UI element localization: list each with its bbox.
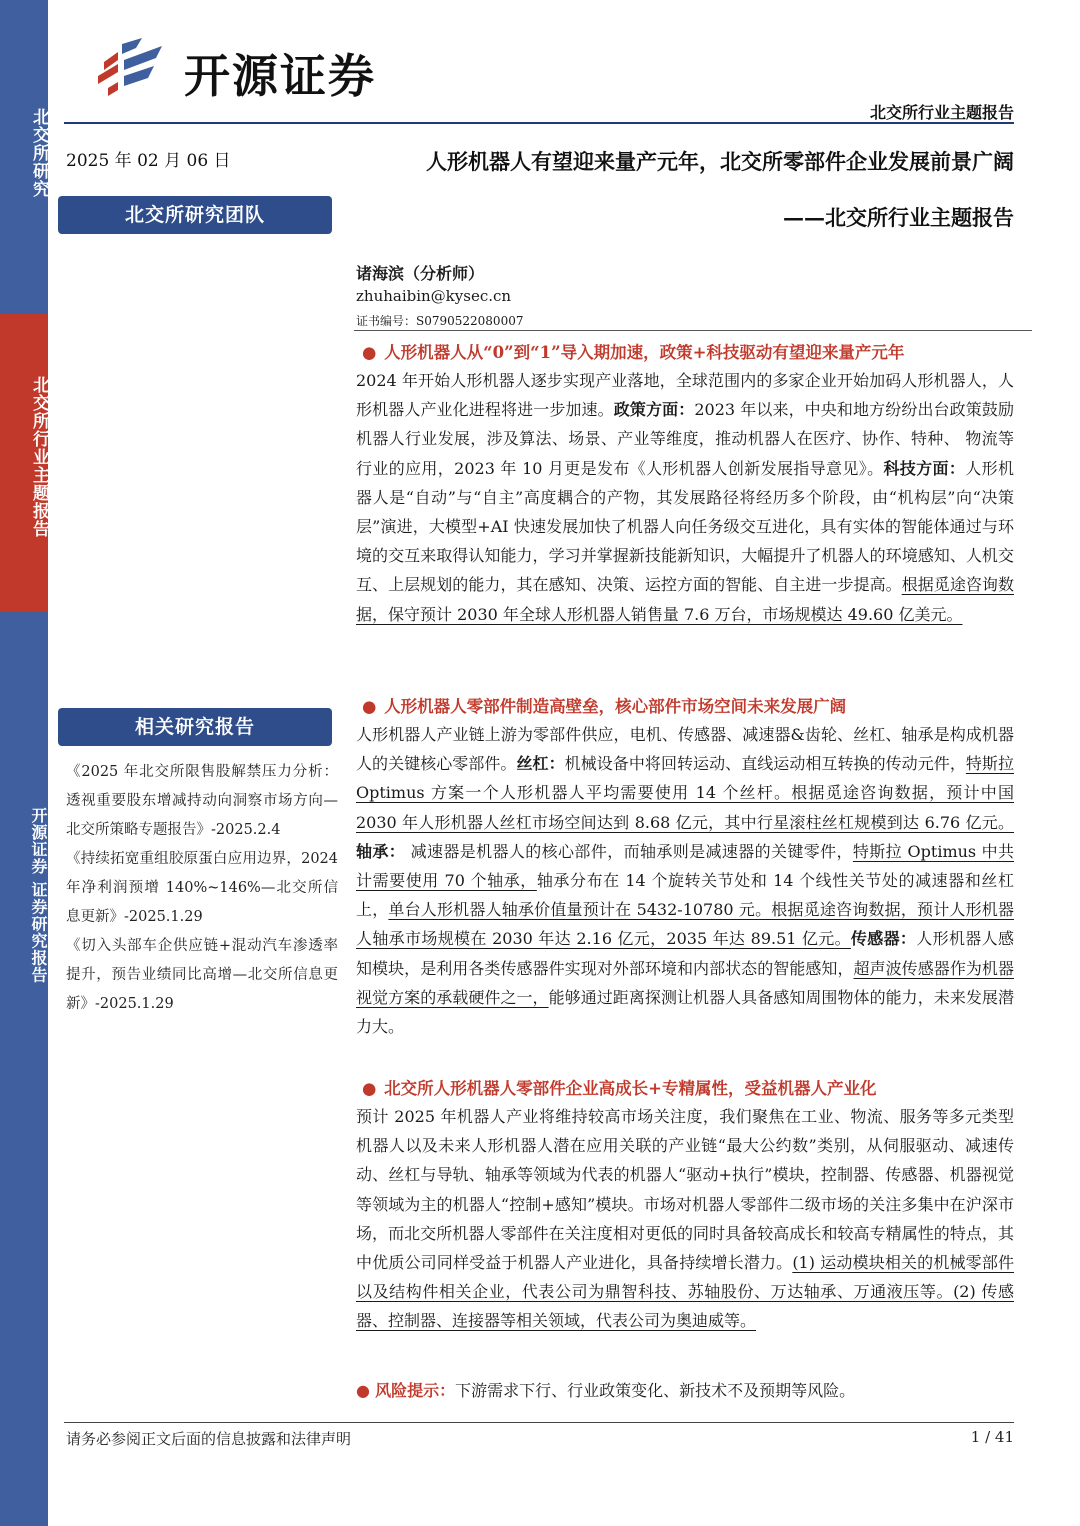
related-list <box>66 758 338 1019</box>
report-date: 2025 年 02 月 06 日 <box>66 151 231 171</box>
section-1 <box>356 340 1014 629</box>
related-item[interactable]: 《2025 年北交所限售股解禁压力分析：透视重要股东增减持动向洞察市场方向—北交所策略专题报告》-2025.2.4 <box>66 764 338 838</box>
section-3-body: 预计 2025 年机器人产业将维持较高市场关注度，我们聚焦在工业、物流、服务等多元类型机器人以及未来人形机器人潜在应用关联的产业链“最大公约数”类别，从伺服驱动、减速传动、丝杠与导轨、轴承等领域为代表的机器人“驱动+执行”模块，控制器、传感器、机器视觉等领域为主的机器人“控制+感知”模块。市场对机器人零部件二级市场的关注多集中在沪深市场，而北交所机器人零部件在关注度相对更低的同时具备较高成长和较高专精属性的特点，其中优质公司同样受益于机器人产业进化，具备持续增长潜力。(1) 运动模块相关的机械零部件以及结构件相关企业，代表公司为鼎智科技、苏轴股份、万达轴承、万通液压等。(2) 传感器、控制器、连接器等相关领域，代表公司为奥迪威等。 <box>356 1107 1014 1331</box>
section-2 <box>356 694 1014 1041</box>
report-type: 北交所行业主题报告 <box>869 103 1014 122</box>
sidebar-label-bottom: 开源证券 证券研究报告 <box>29 806 48 984</box>
footer-divider <box>64 1422 1014 1423</box>
author-cert: 证书编号：S0790522080007 <box>356 314 524 328</box>
bullet-icon: ● <box>362 1079 377 1098</box>
page-number: 1 / 41 <box>970 1428 1014 1446</box>
sidebar-label-middle: 北交所行业主题报告 <box>29 376 49 538</box>
section-2-heading: ● 人形机器人零部件制造高壁垒，核心部件市场空间未来发展广阔 <box>362 697 847 716</box>
risk-label: 风险提示： <box>375 1381 456 1400</box>
report-title: 人形机器人有望迎来量产元年，北交所零部件企业发展前景广阔 <box>426 149 1014 174</box>
section-1-body: 2024 年开始人形机器人逐步实现产业落地，全球范围内的多家企业开始加码人形机器人，人形机器人产业化进程将进一步加速。政策方面：2023 年以来，中央和地方纷纷出台政策鼓励机器人行业发展，涉及算法、场景、产业等维度，推动机器人在医疗、协作、特种、 物流等行业的应用，2023 年 10 月更是发布《人形机器人创新发展指导意见》。科技方面：人形机器人是“自动”与“自主”高度耦合的产物，其发展路径将经历多个阶段，由“机构层”向“决策层”演进，大模型+AI 快速发展加快了机器人向任务级交互进化，具有实体的智能体通过与环境的交互来取得认知能力，学习并掌握新技能新知识，大幅提升了机器人的环境感知、人机交互、上层规划的能力，其在感知、决策、运控方面的智能、自主进一步提高。根据觅途咨询数据，保守预计 2030 年全球人形机器人销售量 7.6 万台，市场规模达 49.60 亿美元。 <box>356 371 1014 624</box>
report-subtitle: ——北交所行业主题报告 <box>783 205 1014 230</box>
related-item[interactable]: 《切入头部车企供应链+混动汽车渗透率提升，预告业绩同比高增—北交所信息更新》-2025.1.29 <box>66 938 338 1012</box>
section-1-heading: ● 人形机器人从“0”到“1”导入期加速，政策+科技驱动有望迎来量产元年 <box>362 343 905 362</box>
brand-name: 开源证券 <box>184 49 376 103</box>
author-name: 诸海滨（分析师） <box>356 264 485 283</box>
bullet-icon: ● <box>362 697 377 716</box>
sidebar-label-top: 北交所研究 <box>29 108 49 198</box>
footer-disclaimer: 请务必参阅正文后面的信息披露和法律声明 <box>66 1430 352 1448</box>
brand-logo-icon <box>96 36 166 98</box>
section-3-heading: ● 北交所人形机器人零部件企业高成长+专精属性，受益机器人产业化 <box>362 1079 877 1098</box>
bullet-icon: ● <box>362 343 377 362</box>
related-label: 相关研究报告 <box>58 708 332 746</box>
section-3 <box>356 1076 1014 1336</box>
team-label: 北交所研究团队 <box>58 196 332 234</box>
bullet-icon: ● <box>356 1381 370 1400</box>
main-divider <box>354 330 1032 331</box>
author-email[interactable]: zhuhaibin@kysec.cn <box>356 287 512 305</box>
related-item[interactable]: 《持续拓宽重组胶原蛋白应用边界，2024 年净利润预增 140%~146%—北交所信息更新》-2025.1.29 <box>66 851 338 925</box>
sidebar-strip <box>0 0 48 1526</box>
header-divider <box>64 122 1014 124</box>
risk-notice <box>356 1378 855 1404</box>
section-2-body: 人形机器人产业链上游为零部件供应，电机、传感器、减速器&齿轮、丝杠、轴承是构成机器人的关键核心零部件。丝杠：机械设备中将回转运动、直线运动相互转换的传动元件，特斯拉 Optimus 方案一个人形机器人平均需要使用 14 个丝杆。根据觅途咨询数据，预计中国 2030 年人形机器人丝杠市场空间达到 8.68 亿元，其中行星滚柱丝杠规模到达 6.76 亿元。轴承： 减速器是机器人的核心部件，而轴承则是减速器的关键零件，特斯拉 Optimus 中共计需要使用 70 个轴承，轴承分布在 14 个旋转关节处和 14 个线性关节处的减速器和丝杠上，单台人形机器人轴承价值量预计在 5432-10780 元。根据觅途咨询数据，预计人形机器人轴承市场规模在 2030 年达 2.16 亿元，2035 年达 89.51 亿元。传感器：人形机器人感知模块，是利用各类传感器件实现对外部环境和内部状态的智能感知，超声波传感器作为机器视觉方案的承载硬件之一，能够通过距离探测让机器人具备感知周围物体的能力，未来发展潜力大。 <box>356 725 1014 1037</box>
risk-text: 下游需求下行、行业政策变化、新技术不及预期等风险。 <box>455 1381 856 1400</box>
